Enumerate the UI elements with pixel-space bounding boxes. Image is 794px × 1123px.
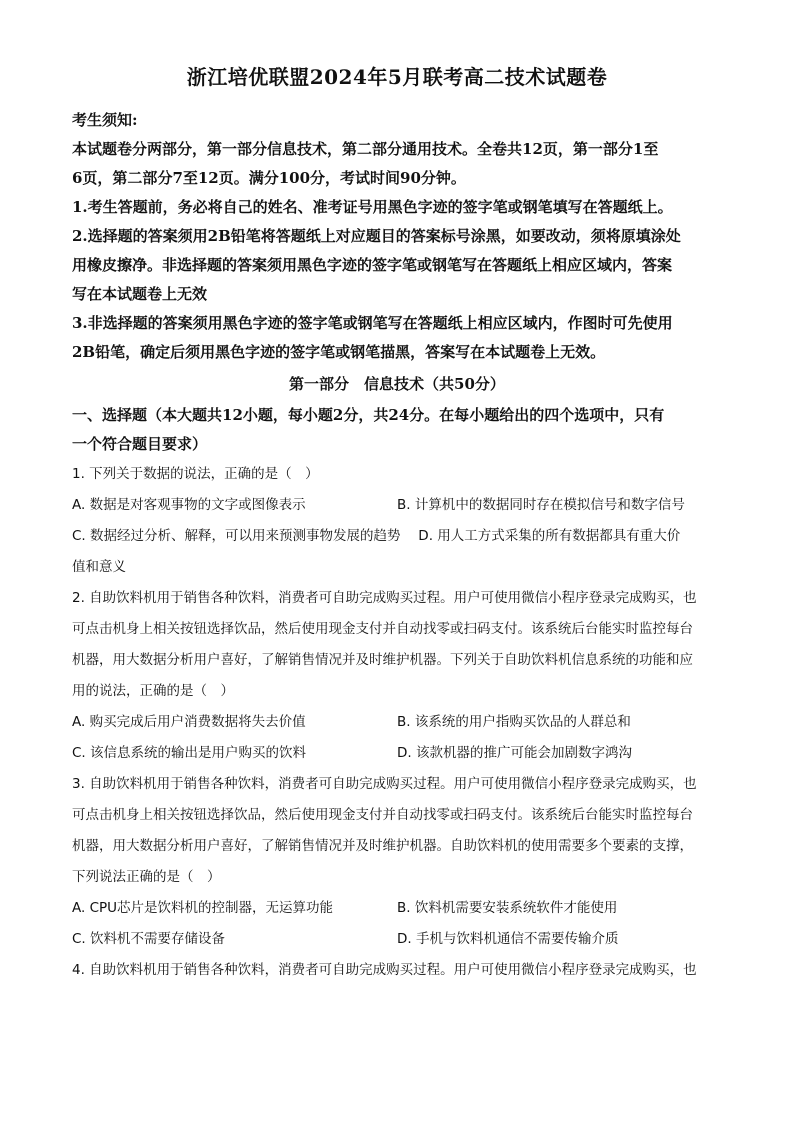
option-d: D. 该款机器的推广可能会加剧数字鸿沟 [397,745,632,761]
question-stem: 机器，用大数据分析用户喜好，了解销售情况并及时维护机器。自助饮料机的使用需要多个要素的支撑， [72,838,693,854]
question-stem: 可点击机身上相关按钮选择饮品，然后使用现金支付并自动找零或扫码支付。该系统后台能实时监控每台 [72,621,693,637]
option-d: D. 手机与饮料机通信不需要传输介质 [397,931,619,947]
option-c: C. 饮料机不需要存储设备 [72,931,226,947]
option-a: A. 购买完成后用户消费数据将失去价值 [72,714,306,730]
notice-block [72,106,722,367]
notice-line: 6页，第二部分7至12页。满分100分，考试时间90分钟。 [72,169,466,187]
exam-page [72,62,722,986]
question-stem: 4. 自助饮料机用于销售各种饮料，消费者可自助完成购买过程。用户可使用微信小程序登录完成购买，也 [72,962,697,978]
option-row [72,490,722,521]
option-row [72,738,722,769]
notice-line: 用橡皮擦净。非选择题的答案须用黑色字迹的签字笔或钢笔写在答题纸上相应区域内，答案 [72,256,673,274]
notice-heading: 考生须知: [72,111,138,129]
question-4 [72,955,722,986]
notice-line: 本试题卷分两部分，第一部分信息技术，第二部分通用技术。全卷共12页，第一部分1至 [72,140,659,158]
question-3 [72,769,722,955]
option-row [72,924,722,955]
exam-title: 浙江培优联盟2024年5月联考高二技术试题卷 [186,65,608,89]
question-stem: 可点击机身上相关按钮选择饮品，然后使用现金支付并自动找零或扫码支付。该系统后台能实时监控每台 [72,807,693,823]
option-a: A. CPU芯片是饮料机的控制器，无运算功能 [72,900,334,916]
notice-line: 写在本试题卷上无效 [72,285,208,303]
option-b: B. 饮料机需要安装系统软件才能使用 [397,900,618,916]
option-b: B. 计算机中的数据同时存在模拟信号和数字信号 [397,497,685,513]
question-stem: 3. 自助饮料机用于销售各种饮料，消费者可自助完成购买过程。用户可使用微信小程序登录完成购买，也 [72,776,697,792]
option-b: B. 该系统的用户指购买饮品的人群总和 [397,714,631,730]
section1-heading [72,401,722,459]
option-c: C. 该信息系统的输出是用户购买的饮料 [72,745,307,761]
section1-line: 一、选择题（本大题共12小题，每小题2分，共24分。在每小题给出的四个选项中，只有 [72,406,665,424]
notice-line: 2B铅笔，确定后须用黑色字迹的签字笔或钢笔描黑，答案写在本试题卷上无效。 [72,343,606,361]
question-stem: 用的说法，正确的是（ ） [72,683,234,699]
question-stem: 下列说法正确的是（ ） [72,869,221,885]
question-stem: 2. 自助饮料机用于销售各种饮料，消费者可自助完成购买过程。用户可使用微信小程序登录完成购买，也 [72,590,697,606]
option-d-continued: 值和意义 [72,559,126,575]
option-row [72,893,722,924]
part1-title: 第一部分 信息技术（共50分） [289,375,505,393]
notice-line: 1.考生答题前，务必将自己的姓名、准考证号用黑色字迹的签字笔或钢笔填写在答题纸上。 [72,198,673,216]
option-a: A. 数据是对客观事物的文字或图像表示 [72,497,306,513]
notice-line: 3.非选择题的答案须用黑色字迹的签字笔或钢笔写在答题纸上相应区域内，作图时可先使用 [72,314,673,332]
question-stem: 机器，用大数据分析用户喜好，了解销售情况并及时维护机器。下列关于自助饮料机信息系统的功能和应 [72,652,693,668]
question-2 [72,583,722,769]
option-row [72,707,722,738]
notice-line: 2.选择题的答案须用2B铅笔将答题纸上对应题目的答案标号涂黑，如要改动，须将原填涂处 [72,227,681,245]
question-1 [72,459,722,583]
option-c-d: C. 数据经过分析、解释，可以用来预测事物发展的趋势 D. 用人工方式采集的所有数据都具有重大价 [72,528,681,544]
section1-line: 一个符合题目要求） [72,435,208,453]
question-stem: 1. 下列关于数据的说法，正确的是（ ） [72,466,319,482]
